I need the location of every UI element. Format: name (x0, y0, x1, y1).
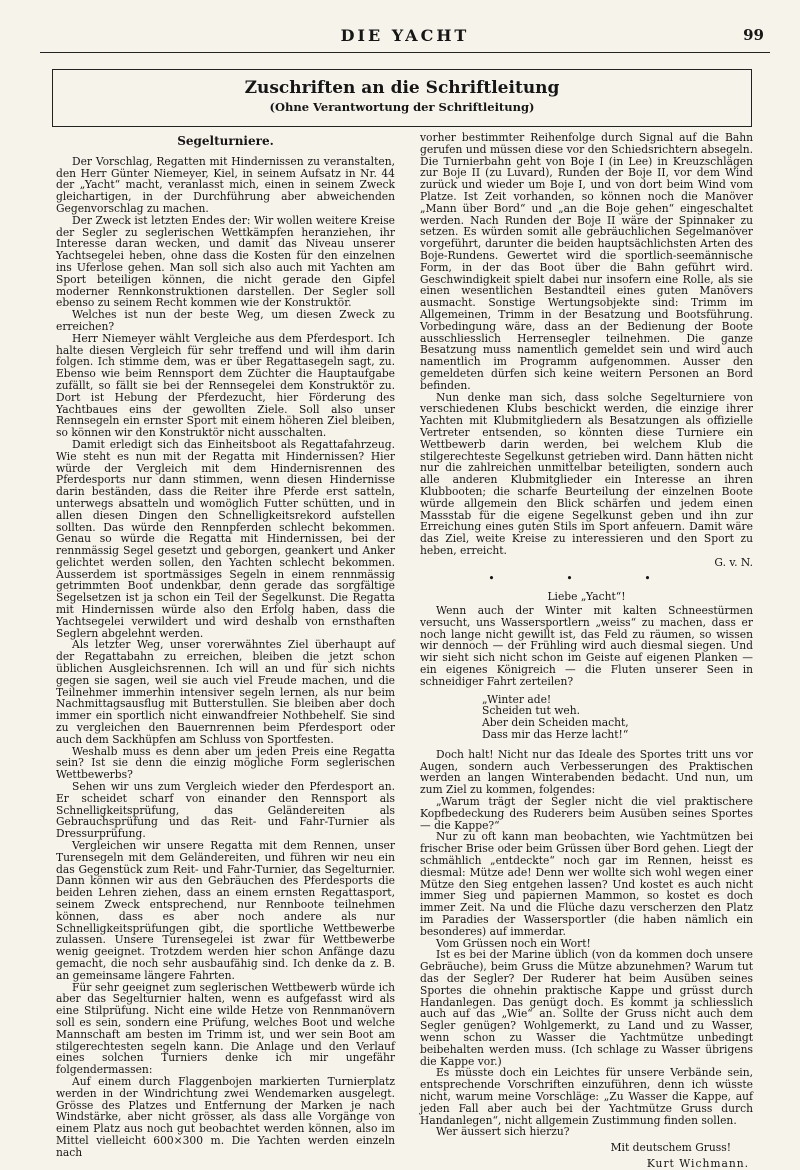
poem-line: Dass mir das Herze lacht!“ (482, 728, 629, 742)
poem-line: „Winter ade! (482, 692, 552, 706)
paragraph: Wenn auch der Winter mit kalten Schneestürmen versucht, uns Wassersportlern „weiss“ zu machen, dass er noch lange nicht gewillt ist, das Feld zu räumen, so wissen wir dennoch — der Frühling wird auch diesmal siegen. Und wir sieht sich nicht schon im Geiste auf eigenen Planken — ein eigenes Königreich — die Fluten unserer Seen in schneidiger Fahrt zerteilen? (420, 604, 753, 688)
page-number: 99 (743, 26, 764, 44)
left-column (56, 132, 395, 1159)
section-subtitle: (Ohne Verantwortung der Schriftleitung) (269, 100, 535, 114)
article-signature: G. v. N. (714, 555, 753, 569)
paragraph: Welches ist nun der beste Weg, um diesen Zweck zu erreichen? (56, 308, 395, 333)
paragraph: Als letzter Weg, unser vorerwähntes Ziel überhaupt auf der Regattabahn zu erreichen, bleiben die jetzt schon üblichen Ausgleichsrennen. Ich will an und für sich nichts gegen sie sagen, weil sie auch viel Freude machen, und die Teilnehmer immerhin intensiver segeln lernen, als nur beim Nachmittagsausflug mit Butterstullen. Sie bleiben aber doch immer ein sportlich nicht einwandfreier Nothbehelf. Sie sind zu vergleichen den Bauernrennen beim Pferdesport oder auch dem Sackhüpfen am Schluss von Sportfesten. (56, 638, 395, 746)
paragraph: Herr Niemeyer wählt Vergleiche aus dem Pferdesport. Ich halte diesen Vergleich für sehr treffend und will ihm darin folgen. Ich stimme dem, was er über Regattasegeln sagt, zu. Ebenso wie beim Rennsport dem Züchter die Hauptaufgabe zufällt, so fällt sie bei der Rennsegelei dem Konstruktör zu. Dort ist Hebung der Pferdezucht, hier Förderung des Yachtbaues eins der gewollten Ziele. Soll also unser Rennsegeln ein ernster Sport mit einem höheren Ziel bleiben, so können wir den Konstruktör nicht ausschalten. (56, 331, 395, 440)
paragraph: Nur zu oft kann man beobachten, wie Yachtmützen bei frischer Brise oder beim Grüssen über Bord gehen. Liegt der schmählich „entdeckte“ noch gar im Rennen, heisst es diesmal: Mütze ade! Denn wer wollte sich wohl wegen einer Mütze den Sieg entgehen lassen? Und kostet es auch nicht immer Sieg und papiernen Mammon, so kostet es doch immer Zeit. Na und die Flüche dazu verscherzen den Platz im Paradies der Wassersportler (die haben nämlich ein besonderes) auf immerdar. (420, 830, 753, 938)
section-separator: • • • (488, 572, 685, 586)
page-header (40, 22, 770, 53)
journal-title: DIE YACHT (340, 26, 470, 45)
section-title-box (52, 69, 752, 127)
paragraph: Vom Grüssen noch ein Wort! (436, 936, 591, 950)
article-heading: Segelturniere. (177, 134, 274, 148)
paragraph: Ist es bei der Marine üblich (von da kommen doch unsere Gebräuche), beim Gruss die Mütze abzunehmen? Warum tut das der Segler? Der Ruderer hat beim Ausüben seines Sportes die ohnehin praktische Kappe und grüsst durch Handanlegen. Das genügt doch. Es kommt ja schliesslich auch auf das „Wie“ an. Sollte der Gruss nicht auch dem Segler genügen? Wohlgemerkt, zu Land und zu Wasser, wenn schon zu Wasser die Yachtmütze unbedingt beibehalten werden muss. (Ich schlage zu Wasser übrigens die Kappe vor.) (420, 948, 753, 1068)
paragraph: vorher bestimmter Reihenfolge durch Signal auf die Bahn gerufen und müssen diese vor den Schiedsrichtern absegeln. Die Turnierbahn geht von Boje I (in Lee) in Kreuzschlägen zur Boje II (zu Luvard), Runden der Boje II, vor dem Wind zurück und wieder um Boje I, und von dort beim Wind vom Platze. Ist Zeit vorhanden, so können noch die Manöver „Mann über Bord“ und „an die Boje gehen“ eingeschaltet werden. Nach Runden der Boje II wäre der Spinnaker zu setzen. Es würden somit alle gebräuchlichen Segelmanöver vorgeführt, darunter die beiden hauptsächlichsten Arten des Boje-Rundens. Gewertet wird die sportlich-seemännische Form, in der das Boot über die Bahn geführt wird. Geschwindigkeit spielt dabei nur insofern eine Rolle, als sie einen wesentlichen Bestandteil eines guten Manövers ausmacht. Sonstige Wertungsobjekte sind: Trimm im Allgemeinen, Trimm in der Besatzung und Bootsführung. Vorbedingung wäre, dass an der Bedienung der Boote ausschliesslich Herrensegler teilnehmen. Die ganze Besatzung muss namentlich gemeldet sein und wird auch namentlich im Programm aufgenommen. Ausser den gemeldeten dürfen sich keine weitern Personen an Bord befinden. (420, 131, 753, 392)
paragraph: Doch halt! Nicht nur das Ideale des Sportes tritt uns vor Augen, sondern auch Verbesserungen des Praktischen werden an langen Winterabenden bedacht. Und nun, um zum Ziel zu kommen, folgendes: (420, 747, 753, 797)
paragraph: Vergleichen wir unsere Regatta mit dem Rennen, unser Turensegeln mit dem Geländereiten, und führen wir neu ein das Gegenstück zum Reit- und Fahr-Turnier, das Segelturnier. Dann können wir aus den Gebräuchen des Pferdesports die beiden Lehren ziehen, dass an einem ernsten Regattasport, seinem Zweck entsprechend, nur Rennboote teilnehmen können, dass es aber noch andere als nur Schnelligkeitsprüfungen gibt, die sportliche Wettbewerbe zulassen. Unsere Turensegelei ist zwar für Wettbewerbe wenig geeignet. Trotzdem werden hier schon Anfänge dazu gemacht, die noch sehr ausbaufähig sind. Ich denke da z. B. an gemeinsame längere Fahrten. (56, 839, 395, 982)
letter-closing: Mit deutschem Gruss! (610, 1141, 731, 1155)
poem (482, 694, 753, 741)
paragraph: Der Vorschlag, Regatten mit Hindernissen zu veranstalten, den Herr Günter Niemeyer, Kiel, in seinem Aufsatz in Nr. 44 der „Yacht“ macht, veranlasst mich, einen in seinem Zweck gleichartigen, in der Durchführung aber abweichenden Gegenvorschlag zu machen. (56, 154, 395, 215)
paragraph: Wer äussert sich hierzu? (436, 1125, 570, 1139)
paragraph: „Warum trägt der Segler nicht die viel praktischere Kopfbedeckung des Ruderers beim Ausüben seines Sportes — die Kappe?“ (420, 795, 753, 832)
letter-author: Kurt Wichmann. (646, 1156, 749, 1170)
paragraph: Der Zweck ist letzten Endes der: Wir wollen weitere Kreise der Segler zu seglerischen Wettkämpfen heranziehen, ihr Interesse daran wecken, und damit das Niveau unserer Yachtsegelei heben, ohne dass die Kosten für den einzelnen ins Uferlose gehen. Man soll sich also auch mit Yachten am Sport beteiligen können, die nicht gerade den Gipfel moderner Rennkonstruktionen darstellen. Der Segler soll ebenso zu seinem Recht kommen wie der Konstruktör. (56, 213, 395, 310)
paragraph: Nun denke man sich, dass solche Segelturniere von verschiedenen Klubs beschickt werden, die einzige ihrer Yachten mit Klubmitgliedern als Besatzungen als offizielle Vertreter entsenden, so könnten diese Turniere ein Wettbewerb darin werden, bei welchem Klub die stilgerechteste Segelkunst getrieben wird. Dann hätten nicht nur die zahlreichen unmittelbar beteiligten, sondern auch alle anderen Klubmitglieder ein Interesse an ihren Klubbooten; die scharfe Beurteilung der einzelnen Boote würde allgemein den Blick schärfen und jedem einen Massstab für die eigene Segelkunst geben und ihn zur Erreichung eines guten Stils im Sport anfeuern. Damit wäre das Ziel, weite Kreise zu interessieren und den Sport zu heben, erreicht. (420, 390, 753, 557)
poem-line: Scheiden tut weh. (482, 704, 581, 718)
right-column (420, 132, 753, 1170)
paragraph: Auf einem durch Flaggenbojen markierten Turnierplatz werden in der Windrichtung zwei Wendemarken ausgelegt. Grösse des Platzes und Entfernung der Marken je nach Windstärke, aber nicht grösser, als dass alle Vorgänge von einem Platz aus noch gut beobachtet werden können, also im Mittel vielleicht 600×300 m. Die Yachten werden einzeln nach (56, 1074, 395, 1159)
paragraph: Es müsste doch ein Leichtes für unsere Verbände sein, entsprechende Vorschriften einzuführen, denn ich wüsste nicht, warum meine Vorschläge: „Zu Wasser die Kappe, auf jeden Fall aber auch bei der Yachtmütze Gruss durch Handanlegen“, nicht allgemein Zustimmung finden sollen. (420, 1066, 753, 1127)
paragraph: Für sehr geeignet zum seglerischen Wettbewerb würde ich aber das Segelturnier halten, wenn es aufgefasst wird als eine Stilprüfung. Nicht eine wilde Hetze von Rennmanövern soll es sein, sondern eine Prüfung, welches Boot und welche Mannschaft am besten im Trimm ist, und wer sein Boot am stilgerechtesten segeln kann. Die Anlage und den Verlauf eines solchen Turniers denke ich mir ungefähr folgendermassen: (56, 980, 395, 1077)
paragraph: Weshalb muss es denn aber um jeden Preis eine Regatta sein? Ist sie denn die einzig mögliche Form seglerischen Wettbewerbs? (56, 744, 395, 782)
paragraph: Damit erledigt sich das Einheitsboot als Regattafahrzeug. Wie steht es nun mit der Regatta mit Hindernissen? Hier würde der Vergleich mit dem Hindernisrennen des Pferdesports nur dann stimmen, wenn diesen Hindernisse darin beständen, dass die Reiter ihre Pferde erst satteln, unterwegs absatteln und womöglich Futter schütten, und in allen diesen Dingen den Schnelligkeitsrekord aufstellen sollten. Das würde den Rennpferden schlecht bekommen. Genau so würde die Regatta mit Hindernissen, bei der rennmässig Segel gesetzt und geborgen, geankert und Anker gelichtet werden sollen, den Yachten schlecht bekommen. Ausserdem ist sportmässiges Segeln in einem rennmässig getrimmten Boot undenkbar, denn gerade das sorgfältige Segelsetzen ist ja schon ein Teil der Segelkunst. Die Regatta mit Hindernissen würde also den Erfolg haben, dass die Yachtsegelei verwildert und wird deshalb von ernsthaften Seglern abgelehnt werden. (56, 437, 395, 640)
section-title: Zuschriften an die Schriftleitung (244, 78, 560, 98)
paragraph: Sehen wir uns zum Vergleich wieder den Pferdesport an. Er scheidet scharf von einander den Rennsport als Schnelligkeitsprüfung, das Geländereiten als Gebrauchsprüfung und das Reit- und Fahr-Turnier als Dressurprüfung. (56, 780, 395, 841)
poem-line: Aber dein Scheiden macht, (482, 716, 629, 730)
letter-salutation: Liebe „Yacht“! (547, 590, 626, 604)
